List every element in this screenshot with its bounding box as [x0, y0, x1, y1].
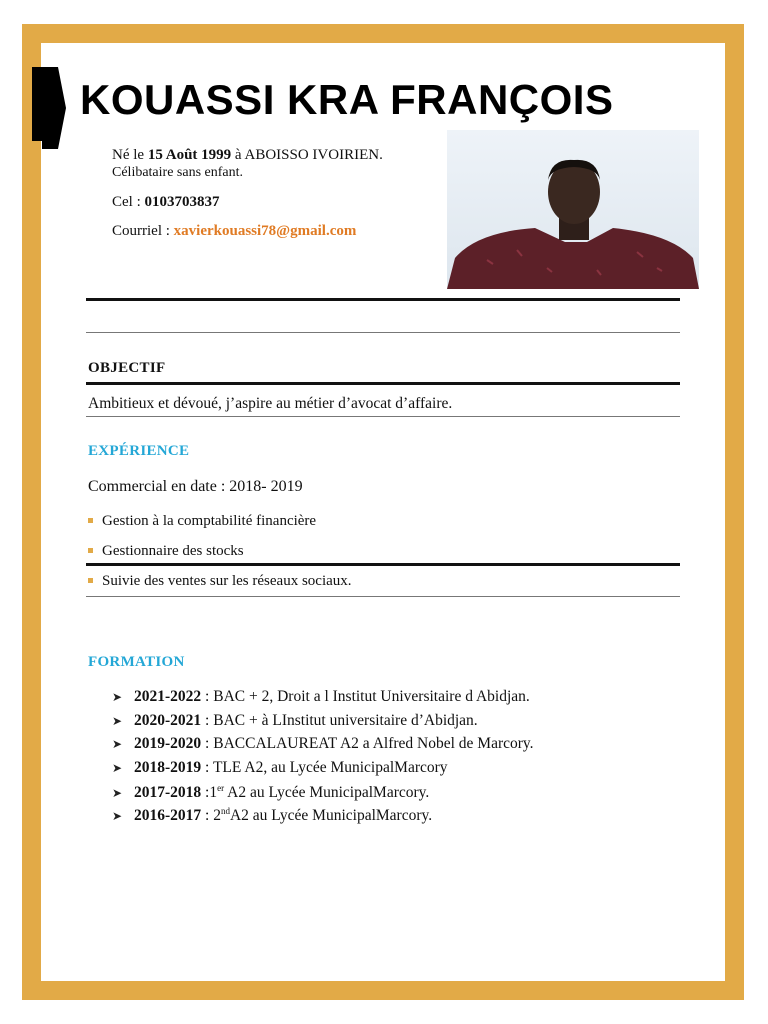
- experience-divider-thick: [86, 563, 680, 566]
- email-link[interactable]: xavierkouassi78@gmail.com: [173, 223, 357, 239]
- formation-title: FORMATION: [88, 654, 185, 670]
- arrow-bullet-icon: ➤: [112, 737, 123, 751]
- objective-divider-thin: [86, 416, 680, 417]
- experience-divider-thin: [86, 596, 680, 597]
- objective-text: Ambitieux et dévoué, j’aspire au métier d’avocat d’affaire.: [88, 395, 453, 412]
- email-line: Courriel : xavierkouassi78@gmail.com: [112, 223, 357, 239]
- formation-item: ➤ 2017-2018 :1er A2 au Lycée MunicipalMarcory.: [112, 783, 430, 802]
- arrow-bullet-icon: ➤: [112, 761, 123, 775]
- formation-item: ➤ 2020-2021 : BAC + à LInstitut universitaire d’Abidjan.: [112, 712, 478, 729]
- birth-date: 15 Août 1999: [147, 147, 232, 163]
- square-bullet-icon: [88, 578, 93, 583]
- formation-item: ➤ 2019-2020 : BACCALAUREAT A2 a Alfred Nobel de Marcory.: [112, 735, 534, 752]
- arrow-bullet-icon: ➤: [112, 786, 123, 801]
- formation-item: ➤ 2018-2019 : TLE A2, au Lycée MunicipalMarcory: [112, 759, 448, 776]
- header-divider-thin: [86, 332, 680, 333]
- experience-bullet: Suivie des ventes sur les réseaux sociaux.: [88, 573, 352, 590]
- arrow-bullet-icon: ➤: [112, 690, 123, 704]
- arrow-bullet-icon: ➤: [112, 714, 123, 728]
- experience-position: Commercial en date : 2018- 2019: [88, 478, 303, 495]
- experience-title: EXPÉRIENCE: [88, 443, 190, 459]
- experience-bullet: Gestionnaire des stocks: [88, 543, 244, 560]
- formation-item: ➤ 2016-2017 : 2ndA2 au Lycée MunicipalMarcory.: [112, 806, 433, 825]
- arrow-bullet-icon: ➤: [112, 809, 123, 824]
- square-bullet-icon: [88, 548, 93, 553]
- phone-number: 0103703837: [144, 194, 220, 210]
- phone-line: Cel : 0103703837: [112, 194, 220, 210]
- experience-bullet: Gestion à la comptabilité financière: [88, 513, 316, 530]
- objective-divider-thick: [86, 382, 680, 385]
- header-divider-thick: [86, 298, 680, 301]
- profile-photo: [447, 130, 699, 289]
- objective-title: OBJECTIF: [88, 360, 166, 376]
- candidate-name: KOUASSI KRA FRANÇOIS: [80, 76, 614, 123]
- formation-item: ➤ 2021-2022 : BAC + 2, Droit a l Institut Universitaire d Abidjan.: [112, 688, 530, 705]
- header-tag-shape: [32, 67, 66, 149]
- square-bullet-icon: [88, 518, 93, 523]
- marital-status: Célibataire sans enfant.: [112, 165, 244, 180]
- birth-info: Né le 15 Août 1999 à ABOISSO IVOIRIEN.: [112, 147, 383, 163]
